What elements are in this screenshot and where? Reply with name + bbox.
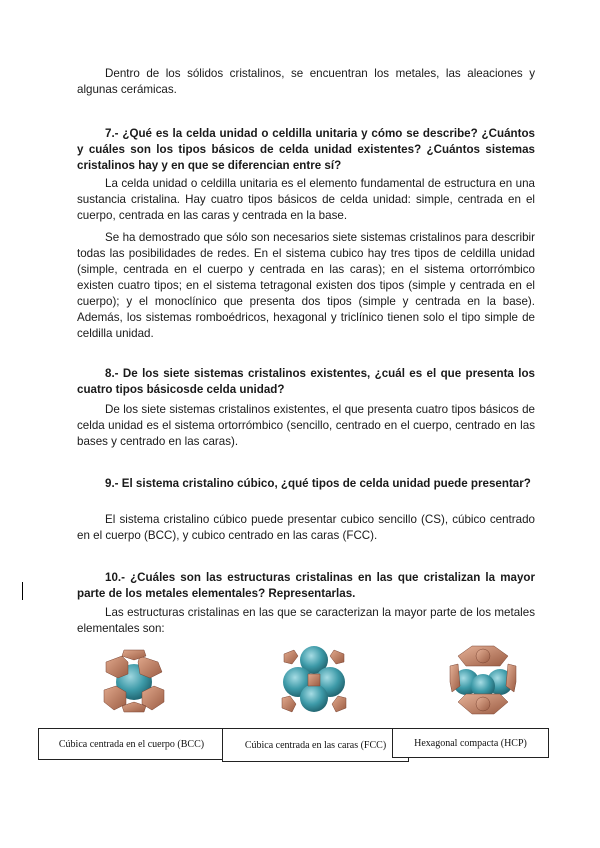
answer-7-text-1: La celda unidad o celdilla unitaria es el elemento fundamental de estructura en una sustancia cristalina. Hay cuatro tipos básicos de celda unidad: simple, centrada en el cuerpo, centrada en las caras y centrada en la base. [77, 177, 535, 222]
hcp-caption [392, 728, 549, 758]
answer-7-text-2: Se ha demostrado que sólo son necesarios siete sistemas cristalinos para describir todas las posibilidades de redes. En el sistema cubico hay tres tipos de celdilla unidad (simple, centrada en el cuerpo y centrada en las caras); en el sistema ortorrómbico existen cuatro tipos; en el sistema tetragonal existen dos tipos (simple y centrada en el cuerpo); y el monoclínico que presenta dos tipos (simple y centrada en la base). Además, los sistemas romboédricos, hexagonal y triclínico tienen solo el tipo simple de celdilla unidad. [77, 231, 535, 340]
question-9-title: 9.- El sistema cristalino cúbico, ¿qué tipos de celda unidad puede presentar? [105, 477, 531, 490]
question-7 [77, 126, 535, 174]
answer-8-text: De los siete sistemas cristalinos existentes, el que presenta cuatro tipos básicos de celda unidad es el sistema ortorrómbico (sencillo, centrado en el cuerpo, centrado en las bases y centrado en las caras). [77, 403, 535, 448]
answer-10 [77, 605, 535, 637]
question-9 [77, 476, 535, 492]
question-7-title: 7.- ¿Qué es la celda unidad o celdilla unitaria y cómo se describe? ¿Cuántos y cuáles son los tipos básicos de celda unidad existentes? ¿Cuántos sistemas cristalinos hay y en que se diferencian entre sí? [77, 127, 535, 172]
bcc-structure-figure [98, 648, 170, 714]
hcp-middle-layer [453, 669, 513, 698]
hcp-caption-text: Hexagonal compacta (HCP) [414, 737, 527, 749]
intro-paragraph [77, 66, 535, 98]
question-8-title: 8.- De los siete sistemas cristalinos existentes, ¿cuál es el que presenta los cuatro tipos básicosde celda unidad? [77, 367, 535, 396]
fcc-caption-text: Cúbica centrada en las caras (FCC) [244, 739, 387, 751]
hcp-structure-figure [448, 642, 518, 718]
hcp-bottom-layer [458, 694, 508, 714]
bcc-caption-text: Cúbica centrada en el cuerpo (BCC) [58, 738, 205, 750]
answer-7-part-1 [77, 176, 535, 224]
answer-9-text: El sistema cristalino cúbico puede presentar cubico sencillo (CS), cúbico centrado en el cuerpo (BCC), y cubico centrado en las caras (FCC). [77, 513, 535, 542]
answer-7-part-2 [77, 230, 535, 342]
intro-text: Dentro de los sólidos cristalinos, se encuentran los metales, las aleaciones y algunas cerámicas. [77, 67, 535, 96]
question-10-title: 10.- ¿Cuáles son las estructuras cristalinas en las que cristalizan la mayor parte de los metales elementales? Representarlas. [77, 571, 535, 600]
answer-9 [77, 512, 535, 544]
answer-8 [77, 402, 535, 450]
answer-10-text: Las estructuras cristalinas en las que se caracterizan la mayor parte de los metales elementales son: [77, 606, 535, 635]
question-8 [77, 366, 535, 398]
fcc-structure-figure [280, 646, 348, 714]
text-cursor [22, 582, 23, 600]
fcc-caption [222, 728, 409, 762]
bcc-caption [38, 728, 225, 760]
hcp-top-layer [458, 646, 508, 666]
question-10 [77, 570, 535, 602]
